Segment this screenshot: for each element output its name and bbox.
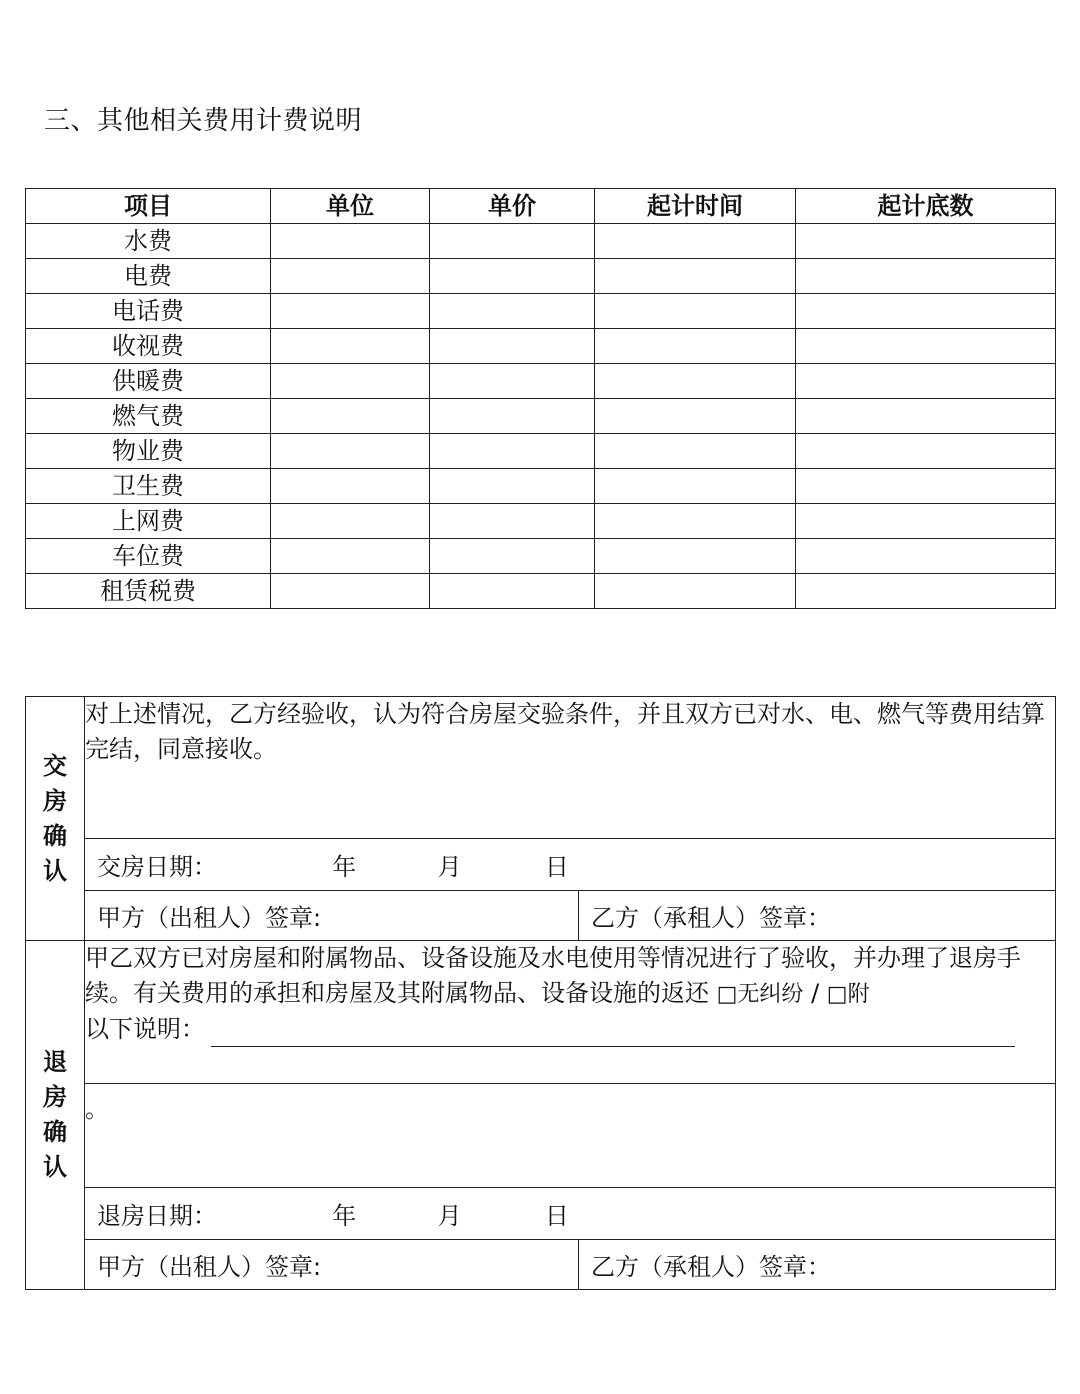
- header-unit-price: 单价: [430, 189, 595, 224]
- unit-cell[interactable]: [271, 329, 430, 364]
- checkout-date-label: 退房日期：: [97, 1202, 217, 1230]
- unit-price-cell[interactable]: [430, 224, 595, 259]
- unit-cell[interactable]: [271, 504, 430, 539]
- handover-date-label: 交房日期：: [97, 853, 217, 881]
- fee-item-name: 收视费: [26, 329, 271, 364]
- note-line-2[interactable]: [85, 1047, 1055, 1084]
- handover-date-row: [85, 839, 1056, 891]
- handover-month: 月: [437, 853, 462, 881]
- unit-price-cell[interactable]: [430, 434, 595, 469]
- start-reading-cell[interactable]: [796, 469, 1056, 504]
- table-row: [26, 259, 1056, 294]
- start-time-cell[interactable]: [595, 399, 796, 434]
- checkout-label: 退 房 确 认: [26, 941, 85, 1290]
- start-time-cell[interactable]: [595, 574, 796, 609]
- start-time-cell[interactable]: [595, 259, 796, 294]
- confirmation-table: [25, 696, 1056, 1290]
- header-start-reading: 起计底数: [796, 189, 1056, 224]
- start-reading-cell[interactable]: [796, 434, 1056, 469]
- fee-table-header-row: [26, 189, 1056, 224]
- unit-price-cell[interactable]: [430, 294, 595, 329]
- table-row: [26, 364, 1056, 399]
- start-reading-cell[interactable]: [796, 504, 1056, 539]
- unit-price-cell[interactable]: [430, 539, 595, 574]
- note-line-1[interactable]: [211, 1016, 1015, 1047]
- checkbox-attach-note[interactable]: □附: [826, 982, 870, 1007]
- table-row: [26, 329, 1056, 364]
- checkout-party-b-signature: 乙方（承租人）签章：: [579, 1240, 1056, 1290]
- checkbox-no-dispute[interactable]: □无纠纷: [716, 982, 804, 1007]
- table-row: [26, 469, 1056, 504]
- checkout-month: 月: [437, 1202, 462, 1230]
- unit-price-cell[interactable]: [430, 364, 595, 399]
- start-time-cell[interactable]: [595, 504, 796, 539]
- section-title: 三、其他相关费用计费说明: [44, 106, 363, 136]
- handover-statement: 对上述情况，乙方经验收，认为符合房屋交验条件，并且双方已对水、电、燃气等费用结算完结，同意接收。: [85, 697, 1056, 839]
- checkout-party-a-signature: 甲方（出租人）签章:: [85, 1240, 579, 1290]
- table-row: [26, 294, 1056, 329]
- unit-cell[interactable]: [271, 434, 430, 469]
- header-unit: 单位: [271, 189, 430, 224]
- start-time-cell[interactable]: [595, 469, 796, 504]
- fee-item-name: 水费: [26, 224, 271, 259]
- fee-item-name: 电费: [26, 259, 271, 294]
- fee-table: [25, 188, 1056, 609]
- start-reading-cell[interactable]: [796, 399, 1056, 434]
- fee-item-name: 车位费: [26, 539, 271, 574]
- unit-cell[interactable]: [271, 259, 430, 294]
- handover-day: 日: [544, 853, 569, 881]
- unit-cell[interactable]: [271, 539, 430, 574]
- table-row: [26, 539, 1056, 574]
- note-label: 以下说明：: [85, 1015, 205, 1043]
- handover-party-b-signature: 乙方（承租人）签章：: [579, 891, 1056, 941]
- handover-party-a-signature: 甲方（出租人）签章:: [85, 891, 579, 941]
- table-row: [26, 574, 1056, 609]
- table-row: [26, 399, 1056, 434]
- unit-price-cell[interactable]: [430, 399, 595, 434]
- fee-item-name: 电话费: [26, 294, 271, 329]
- checkout-year: 年: [332, 1202, 357, 1230]
- fee-item-name: 供暖费: [26, 364, 271, 399]
- start-reading-cell[interactable]: [796, 364, 1056, 399]
- table-row: [26, 434, 1056, 469]
- unit-cell[interactable]: [271, 364, 430, 399]
- unit-price-cell[interactable]: [430, 574, 595, 609]
- unit-price-cell[interactable]: [430, 259, 595, 294]
- start-time-cell[interactable]: [595, 224, 796, 259]
- table-row: [26, 224, 1056, 259]
- table-row: [26, 504, 1056, 539]
- unit-cell[interactable]: [271, 399, 430, 434]
- handover-label: 交 房 确 认: [26, 697, 85, 941]
- start-reading-cell[interactable]: [796, 539, 1056, 574]
- start-reading-cell[interactable]: [796, 329, 1056, 364]
- start-reading-cell[interactable]: [796, 259, 1056, 294]
- start-time-cell[interactable]: [595, 539, 796, 574]
- start-reading-cell[interactable]: [796, 574, 1056, 609]
- unit-cell[interactable]: [271, 469, 430, 504]
- start-time-cell[interactable]: [595, 364, 796, 399]
- unit-cell[interactable]: [271, 224, 430, 259]
- checkout-date-row: [85, 1188, 1056, 1240]
- unit-price-cell[interactable]: [430, 469, 595, 504]
- start-reading-cell[interactable]: [796, 294, 1056, 329]
- fee-item-name: 租赁税费: [26, 574, 271, 609]
- start-time-cell[interactable]: [595, 294, 796, 329]
- note-end-mark: 。: [85, 1095, 109, 1123]
- fee-item-name: 燃气费: [26, 399, 271, 434]
- fee-item-name: 卫生费: [26, 469, 271, 504]
- handover-year: 年: [332, 853, 357, 881]
- checkout-statement: 甲乙双方已对房屋和附属物品、设备设施及水电使用等情况进行了验收，并办理了退房手续。有关费用的承担和房屋及其附属物品、设备设施的返还: [85, 944, 1021, 1007]
- option-separator: /: [803, 979, 827, 1007]
- header-start-time: 起计时间: [595, 189, 796, 224]
- fee-item-name: 上网费: [26, 504, 271, 539]
- start-time-cell[interactable]: [595, 329, 796, 364]
- unit-price-cell[interactable]: [430, 329, 595, 364]
- start-reading-cell[interactable]: [796, 224, 1056, 259]
- unit-cell[interactable]: [271, 574, 430, 609]
- checkout-statement-block: [85, 941, 1056, 1188]
- start-time-cell[interactable]: [595, 434, 796, 469]
- fee-item-name: 物业费: [26, 434, 271, 469]
- header-item: 项目: [26, 189, 271, 224]
- checkout-day: 日: [544, 1202, 569, 1230]
- unit-cell[interactable]: [271, 294, 430, 329]
- unit-price-cell[interactable]: [430, 504, 595, 539]
